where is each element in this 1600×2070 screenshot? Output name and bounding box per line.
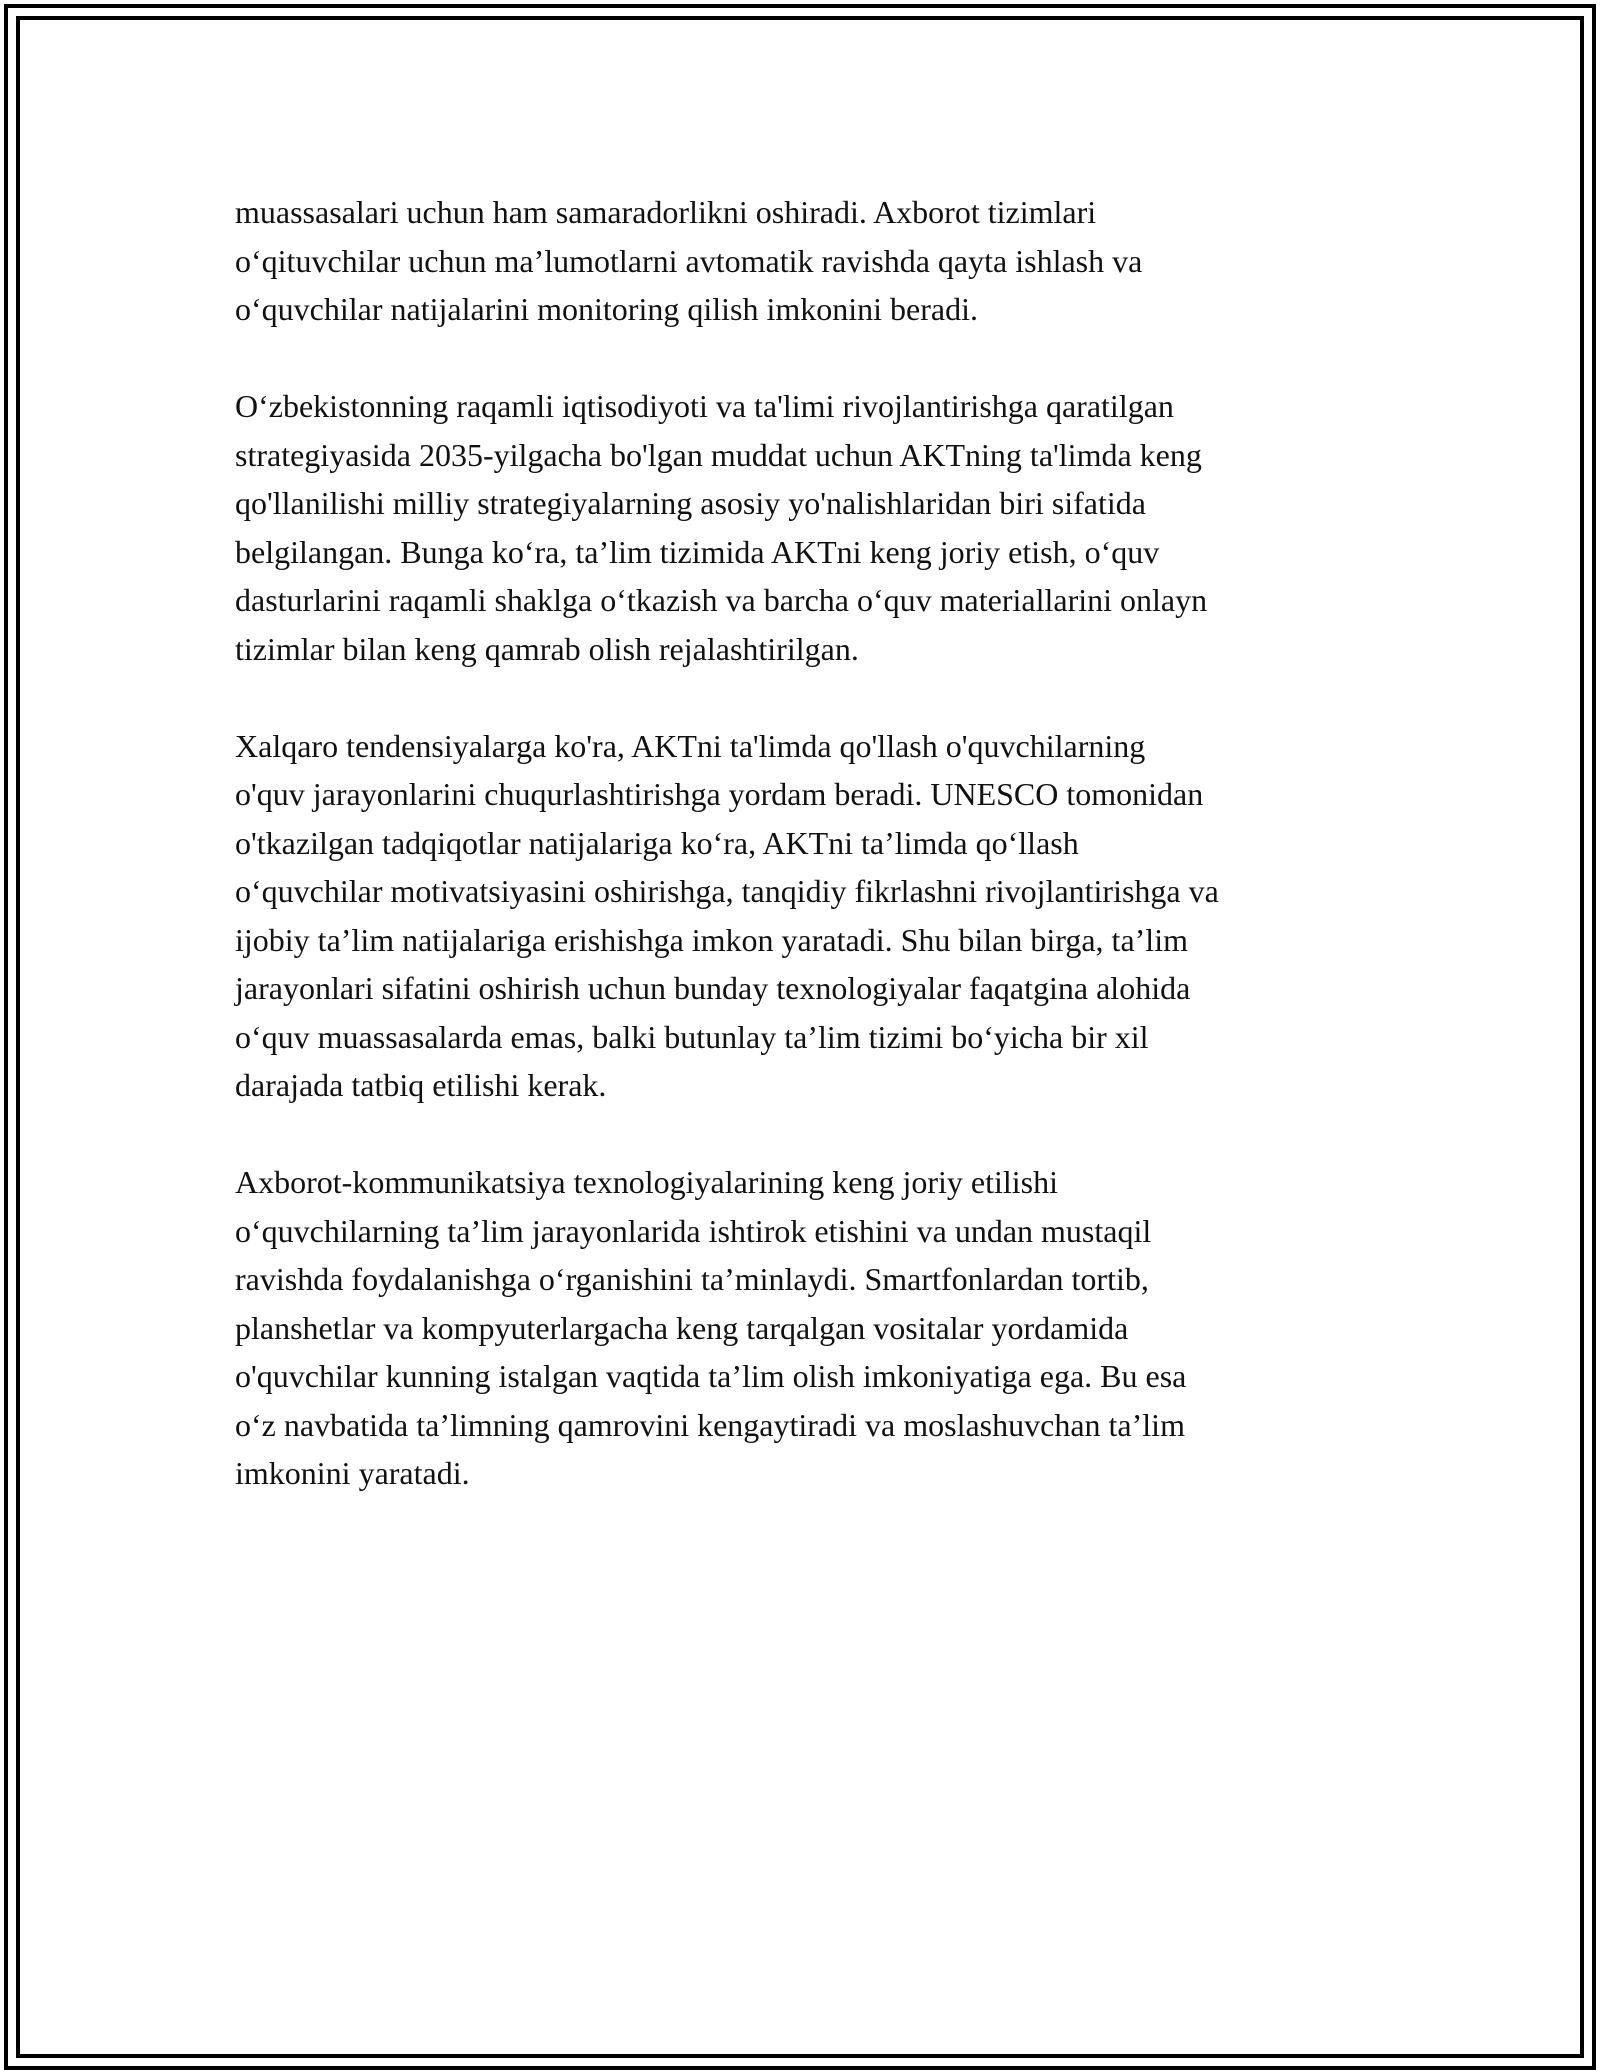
text-line: ijobiy ta’lim natijalariga erishishga imkon yaratadi. Shu bilan birga, ta’lim [235, 921, 1188, 958]
text-line: O‘zbekistonning raqamli iqtisodiyoti va ta'limi rivojlantirishga qaratilgan [235, 388, 1174, 424]
paragraph-2 [235, 382, 1375, 673]
paragraph-3 [235, 722, 1375, 1110]
text-line: tizimlar bilan keng qamrab olish rejalashtirilgan. [235, 630, 859, 667]
text-line: jarayonlari sifatini oshirish uchun bunday texnologiyalar faqatgina alohida [235, 970, 1191, 1006]
text-line: Xalqaro tendensiyalarga ko'ra, AKTni ta'limda qo'llash o'quvchilarning [235, 727, 1146, 764]
text-line: o'tkazilgan tadqiqotlar natijalariga ko‘ra, AKTni ta’limda qo‘llash [235, 824, 1079, 861]
text-line: o‘qituvchilar uchun ma’lumotlarni avtomatik ravishda qayta ishlash va [235, 242, 1143, 279]
text-line: belgilangan. Bunga ko‘ra, ta’lim tizimida AKTni keng joriy etish, o‘quv [235, 533, 1160, 570]
text-line: o‘quvchilarning ta’lim jarayonlarida ishtirok etishini va undan mustaqil [235, 1212, 1152, 1249]
text-line: o‘z navbatida ta’limning qamrovini kengaytiradi va moslashuvchan ta’lim [235, 1406, 1185, 1443]
text-line: ravishda foydalanishga o‘rganishini ta’minlaydi. Smartfonlardan tortib, [235, 1261, 1149, 1297]
text-line: o‘quvchilar motivatsiyasini oshirishga, tanqidiy fikrlashni rivojlantirishga va [235, 873, 1219, 909]
text-line: o'quv jarayonlarini chuqurlashtirishga yordam beradi. UNESCO tomonidan [235, 776, 1204, 812]
document-body [235, 188, 1375, 1546]
text-line: muassasalari uchun ham samaradorlikni oshiradi. Axborot tizimlari [235, 194, 1097, 230]
text-line: o‘quvchilar natijalarini monitoring qilish imkonini beradi. [235, 291, 978, 327]
paragraph-4 [235, 1158, 1375, 1498]
text-line: Axborot-kommunikatsiya texnologiyalarining keng joriy etilishi [235, 1164, 1058, 1200]
paragraph-1 [235, 188, 1375, 334]
text-line: dasturlarini raqamli shaklga o‘tkazish va barcha o‘quv materiallarini onlayn [235, 582, 1208, 618]
text-line: imkonini yaratadi. [235, 1455, 470, 1491]
text-line: o'quvchilar kunning istalgan vaqtida ta’lim olish imkoniyatiga ega. Bu esa [235, 1358, 1187, 1394]
text-line: o‘quv muassasalarda emas, balki butunlay ta’lim tizimi bo‘yicha bir xil [235, 1018, 1149, 1055]
text-line: planshetlar va kompyuterlargacha keng tarqalgan vositalar yordamida [235, 1309, 1129, 1346]
text-line: strategiyasida 2035-yilgacha bo'lgan muddat uchun AKTning ta'limda keng [235, 436, 1202, 473]
text-line: qo'llanilishi milliy strategiyalarning asosiy yo'nalishlaridan biri sifatida [235, 485, 1146, 521]
text-line: darajada tatbiq etilishi kerak. [235, 1067, 607, 1103]
